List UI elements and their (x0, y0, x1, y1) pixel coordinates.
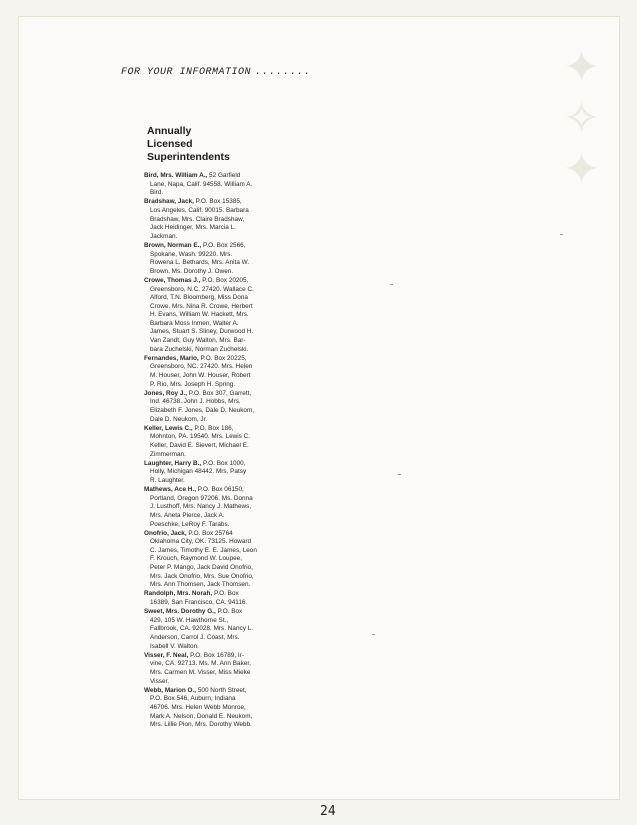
list-item (144, 590, 279, 607)
entry-name: Bird, Mrs. William A., (144, 172, 208, 179)
entry-line (150, 704, 279, 713)
entry-text: Zimmerman. (150, 450, 186, 458)
entry-line (150, 477, 279, 486)
entry-text: Keller, David E. Sievert, Michael E. (150, 441, 249, 449)
entry-line (150, 337, 279, 346)
entry-line (150, 451, 279, 460)
entry-text: M. Houser, John W. Houser, Robert (150, 372, 251, 380)
entry-name: Onofrio, Jack, (144, 529, 187, 537)
heading-line-2: Licensed (147, 138, 193, 150)
entry-line (150, 669, 279, 678)
entry-line (144, 172, 279, 181)
entry-line (150, 207, 279, 216)
list-item (144, 277, 279, 354)
entry-text: Brown, Ms. Dorothy J. Owen. (150, 267, 234, 275)
entry-name: Randolph, Mrs. Norah, (144, 590, 213, 598)
heading-line-1: Annually (147, 125, 192, 137)
entry-line (144, 425, 279, 434)
entry-line (150, 442, 279, 451)
entry-line (150, 311, 279, 320)
page-frame (18, 16, 620, 800)
entry-text: Mohnton, PA. 19540. Mrs. Lewis C. (150, 433, 251, 441)
entry-text: Spokane, Wash. 99220. Mrs. (150, 250, 233, 258)
entry-line (144, 355, 279, 364)
entry-line (150, 581, 279, 590)
entry-text: C. James, Timothy E. E. James, Leon (150, 546, 257, 554)
entry-line (150, 538, 279, 547)
entry-line (144, 390, 279, 399)
list-item (144, 530, 279, 590)
entry-line (144, 530, 279, 539)
entry-line (150, 251, 279, 260)
entry-text: 46706. Mrs. Helen Webb Monroe, (150, 703, 246, 711)
entry-text: Mrs. Jack Onofrio, Mrs. Sue Onofrio, (150, 572, 254, 580)
entry-text: 429, 105 W. Hawthorne St., (150, 616, 229, 624)
entry-text: Greensboro, NC. 27420. Mrs. Helen (150, 363, 253, 371)
entry-name: Brown, Norman E., (144, 241, 202, 249)
list-item (144, 652, 279, 686)
bleed-through-banner: ✦ ✧ ✦ (561, 42, 600, 195)
entry-text: P.O. Box 15385, (193, 198, 242, 206)
entry-text: J. Lusthoff, Mrs. Nancy J. Mathews, (150, 503, 252, 511)
entry-line (150, 224, 279, 233)
entry-line (150, 599, 279, 608)
entry-text: Greensboro, N.C. 27420. Wallace C. (150, 285, 254, 293)
entry-text: bara Zuchelski, Norman Zuchelski. (150, 345, 249, 353)
entry-text: P.O. Box 546, Auburn, Indiana (150, 695, 236, 703)
entry-name: Crowe, Thomas J., (144, 276, 201, 284)
entry-line (144, 486, 279, 495)
entry-line (150, 573, 279, 582)
entry-text: Anderson, Carrol J. Coast, Mrs. (150, 634, 240, 641)
entry-line (150, 617, 279, 626)
list-item (144, 198, 279, 241)
section-heading (147, 125, 230, 164)
entry-line (150, 660, 279, 669)
entry-line (150, 433, 279, 442)
entry-line (150, 625, 279, 634)
entry-text: Mark A. Nelson, Donald E. Neukom, (150, 712, 253, 720)
entry-line (144, 198, 279, 207)
entry-text: Visser. (150, 677, 170, 685)
entry-text: 500 North Street, (196, 686, 247, 694)
entry-name: Mathews, Ace H., (144, 486, 196, 494)
entry-name: Webb, Marion O., (144, 686, 197, 694)
entry-text: Lane, Napa, Calif. 94558. William A. (150, 180, 253, 188)
fyi-dots: ........ (255, 67, 312, 78)
entry-name: Sweet, Mrs. Dorothy G., (144, 608, 216, 616)
entry-text: P. Rio, Mrs. Joseph H. Spring. (150, 380, 236, 388)
entry-text: P.O. Box 1000, (201, 459, 246, 467)
entry-text: Los Angeles, Calif. 90015. Barbara (150, 206, 249, 214)
entry-text: 52 Garfield (207, 172, 241, 179)
entry-line (144, 608, 279, 617)
entry-line (150, 294, 279, 303)
entry-name: Fernandes, Mario, (144, 354, 199, 362)
entry-text: Mrs. Ann Thomsen, Jack Thomsen. (150, 581, 251, 589)
entry-text: Portland, Oregon 97206. Ms. Donna (150, 494, 253, 502)
entry-text: Van Zandt, Guy Walton, Mrs. Bar- (150, 337, 246, 345)
entry-text: Elizabeth F. Jones, Dale D. Neukom, (150, 407, 255, 414)
entry-text: Crowe, Mrs. Nina R. Crowe, Herbert (150, 302, 253, 310)
superintendent-list (144, 172, 279, 730)
scan-speck (398, 474, 401, 475)
entry-text: Rowena L. Bethards, Mrs. Anita W. (150, 259, 250, 267)
entry-line (150, 407, 279, 416)
entry-line (150, 363, 279, 372)
list-item (144, 687, 279, 730)
entry-name: Laughter, Harry B., (144, 459, 202, 467)
entry-text: P.O. Box (212, 590, 239, 598)
entry-text: Peter P. Mango, Jack David Onofrio, (150, 564, 253, 572)
entry-line (150, 189, 279, 198)
entry-text: H. Evans, William W. Hackett, Mrs. (150, 311, 249, 319)
entry-text: Oklahoma City, OK. 73125. Howard (150, 538, 252, 546)
entry-text: Mrs. Lillie Pion, Mrs. Dorothy Webb. (150, 721, 252, 729)
entry-text: P.O. Box 16789, Ir- (188, 651, 244, 659)
entry-line (144, 460, 279, 469)
entry-line (150, 372, 279, 381)
fyi-text: FOR YOUR INFORMATION (121, 67, 252, 78)
entry-line (150, 721, 279, 730)
entry-line (150, 268, 279, 277)
entry-name: Keller, Lewis C., (144, 424, 193, 432)
entry-text: Dale D. Neukom, Jr. (150, 415, 208, 423)
entry-text: 16389, San Francisco, CA. 94116. (150, 599, 248, 607)
entry-name: Jones, Roy J., (144, 389, 187, 397)
entry-line (150, 503, 279, 512)
entry-name: Visser, F. Neal, (144, 651, 189, 659)
entry-line (150, 634, 279, 643)
scan-speck (560, 234, 563, 235)
entry-line (150, 286, 279, 295)
entry-text: Bradshaw, Mrs. Claire Bradshaw, (150, 215, 245, 223)
entry-line (150, 713, 279, 722)
entry-text: P.O. Box 307, Garrett, (186, 389, 252, 397)
entry-line (144, 277, 279, 286)
entry-line (144, 242, 279, 251)
entry-text: Alford, T.N. Bloomberg, Miss Dona (150, 294, 248, 302)
entry-text: F. Krouch, Raymond W. Loupee, (150, 555, 243, 563)
entry-text: Jack Heidinger, Mrs. Marcia L. (150, 224, 236, 232)
entry-line (150, 695, 279, 704)
entry-name: Bradshaw, Jack, (144, 198, 194, 206)
fyi-header (121, 67, 311, 78)
entry-text: vine, CA. 92713. Ms. M. Ann Baker, (150, 660, 251, 668)
entry-text: Barbara Moss Inmen, Walter A. (150, 319, 239, 327)
entry-text: Jackman. (150, 232, 178, 240)
entry-line (150, 643, 279, 652)
page-number: 24 (320, 804, 336, 819)
scan-speck (372, 634, 375, 635)
list-item (144, 355, 279, 389)
entry-line (150, 416, 279, 425)
entry-text: P.O. Box 06150, (195, 486, 244, 494)
entry-line (144, 687, 279, 696)
entry-line (150, 521, 279, 530)
scan-speck (390, 284, 393, 285)
entry-line (150, 259, 279, 268)
entry-text: James, Stuart S. Sliney, Durwood H. (150, 328, 254, 336)
entry-line (144, 652, 279, 661)
list-item (144, 242, 279, 276)
list-item (144, 172, 279, 198)
heading-line-3: Superintendents (147, 151, 230, 163)
entry-text: P.O. Box 186, (192, 424, 234, 432)
entry-line (150, 512, 279, 521)
entry-line (150, 495, 279, 504)
entry-line (150, 320, 279, 329)
list-item (144, 460, 279, 486)
entry-line (150, 564, 279, 573)
entry-line (144, 590, 279, 599)
entry-line (150, 181, 279, 190)
list-item (144, 608, 279, 651)
entry-line (150, 398, 279, 407)
entry-line (150, 678, 279, 687)
entry-text: Isabell V. Walton. (150, 642, 199, 650)
entry-line (150, 216, 279, 225)
entry-line (150, 547, 279, 556)
entry-text: P.O. Box 25764 (186, 529, 233, 537)
entry-text: P.O. Box (215, 608, 243, 616)
entry-line (150, 381, 279, 390)
entry-line (150, 346, 279, 355)
list-item (144, 390, 279, 424)
list-item (144, 425, 279, 459)
entry-text: Bird. (150, 189, 164, 197)
entry-line (150, 555, 279, 564)
entry-text: Fallbrook, CA. 92028. Mrs. Nancy L. (150, 625, 254, 633)
entry-line (150, 303, 279, 312)
entry-text: Holly, Michigan 48442. Mrs. Patsy (150, 468, 247, 476)
entry-text: P.O. Box 20205, (200, 276, 249, 284)
entry-text: Ind. 46738. John J. Hobbs, Mrs. (150, 398, 241, 406)
list-item (144, 486, 279, 529)
entry-line (150, 468, 279, 477)
entry-text: Mrs. Carmen M. Visser, Miss Mieke (150, 668, 251, 676)
entry-text: P.O. Box 20225, (198, 354, 247, 362)
entry-text: R. Laughter. (150, 476, 185, 484)
entry-text: Mrs. Aneta Pierce, Jack A. (150, 511, 225, 519)
entry-line (150, 233, 279, 242)
entry-text: Poeschke, LeRoy F. Tarabs. (150, 520, 230, 528)
entry-line (150, 328, 279, 337)
entry-text: P.O. Box 2566, (201, 241, 246, 249)
